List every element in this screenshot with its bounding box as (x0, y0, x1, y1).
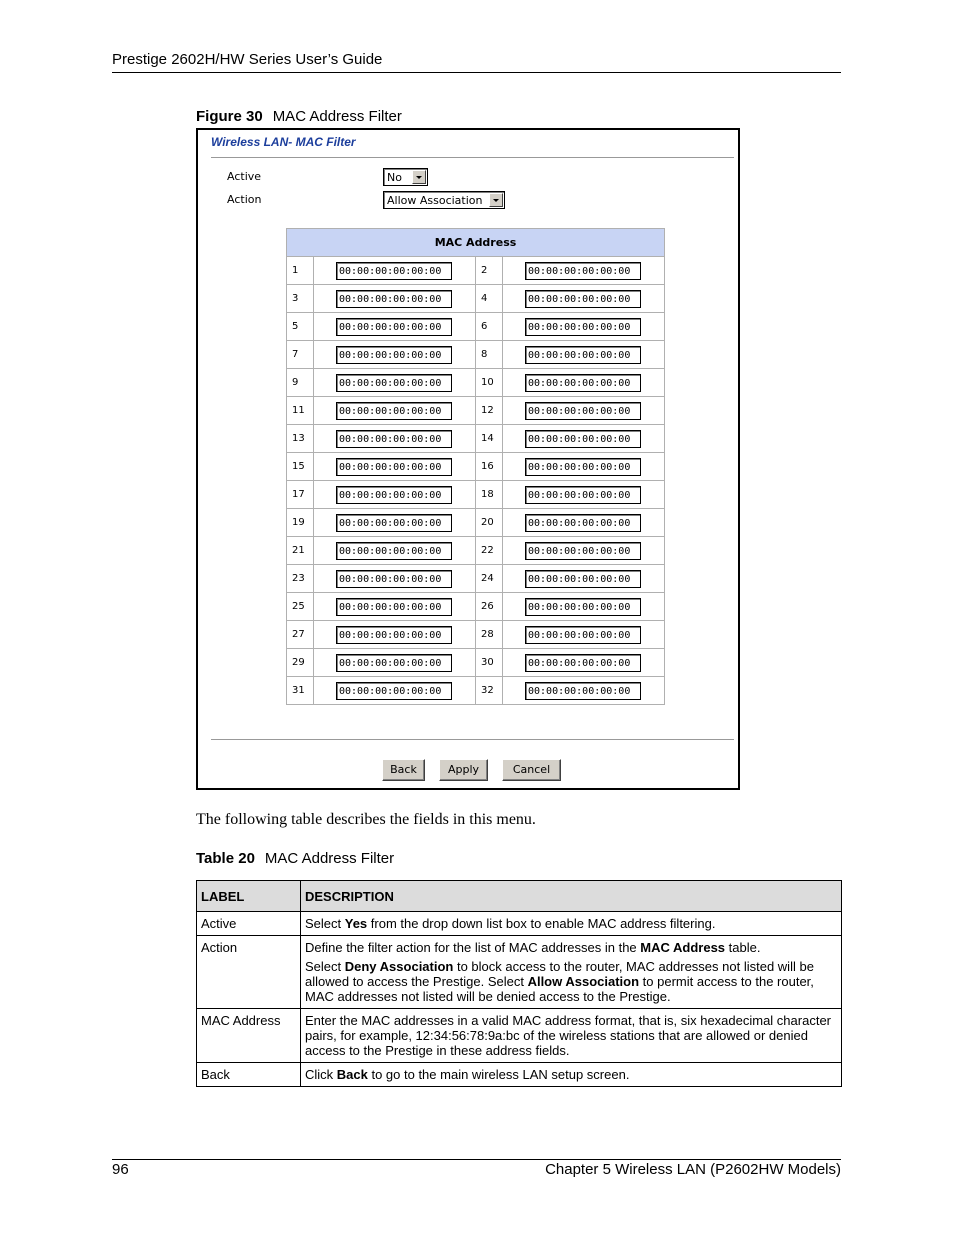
mac-address-input[interactable]: 00:00:00:00:00:00 (336, 262, 452, 280)
table-row (287, 425, 665, 453)
back-button[interactable]: Back (382, 759, 425, 781)
desc-bold: Back (336, 1067, 368, 1082)
mac-table-header: MAC Address (287, 229, 665, 257)
row-label: Back (197, 1063, 301, 1087)
table-row (287, 453, 665, 481)
mac-cell (314, 481, 476, 509)
table-title: MAC Address Filter (264, 850, 395, 867)
entry-number: 27 (287, 621, 314, 649)
intro-paragraph: The following table describes the fields in this menu. (196, 811, 536, 828)
panel-title-rule (211, 157, 734, 159)
mac-cell (503, 453, 665, 481)
table-row (287, 397, 665, 425)
desc-text: to block access to the router, MAC addresses not listed will be allowed to access the Prestige. Select (305, 959, 814, 989)
mac-cell (314, 313, 476, 341)
figure-label: Figure 30 (196, 108, 263, 125)
mac-address-input[interactable]: 00:00:00:00:00:00 (525, 346, 641, 364)
mac-cell (503, 369, 665, 397)
entry-number: 8 (476, 341, 503, 369)
table-row (287, 537, 665, 565)
button-bar-rule (211, 739, 734, 741)
mac-cell (314, 565, 476, 593)
running-header: Prestige 2602H/HW Series User’s Guide (112, 51, 383, 68)
table-row (197, 1063, 842, 1087)
entry-number: 6 (476, 313, 503, 341)
desc-bold: MAC Address (640, 940, 726, 955)
table-row (197, 912, 842, 936)
mac-cell (503, 341, 665, 369)
header-rule (112, 72, 841, 73)
action-select[interactable] (383, 191, 505, 209)
mac-cell (503, 313, 665, 341)
desc-paragraph (305, 940, 837, 955)
entry-number: 21 (287, 537, 314, 565)
table-label: Table 20 (196, 850, 255, 867)
entry-number: 29 (287, 649, 314, 677)
apply-button[interactable]: Apply (439, 759, 488, 781)
mac-cell (503, 677, 665, 705)
entry-number: 24 (476, 565, 503, 593)
mac-cell (314, 257, 476, 285)
cancel-button[interactable]: Cancel (502, 759, 561, 781)
mac-address-input[interactable]: 00:00:00:00:00:00 (336, 346, 452, 364)
mac-cell (314, 285, 476, 313)
mac-cell (314, 593, 476, 621)
table-row (287, 621, 665, 649)
entry-number: 31 (287, 677, 314, 705)
entry-number: 32 (476, 677, 503, 705)
table-row (287, 649, 665, 677)
mac-address-input[interactable]: 00:00:00:00:00:00 (525, 430, 641, 448)
table-row (287, 341, 665, 369)
mac-address-input[interactable]: 00:00:00:00:00:00 (336, 486, 452, 504)
mac-cell (314, 509, 476, 537)
desc-text: to permit access to the router, MAC addresses not listed will be denied access to the Prestige. (305, 974, 814, 1004)
entry-number: 22 (476, 537, 503, 565)
mac-cell (314, 537, 476, 565)
mac-cell (503, 649, 665, 677)
mac-cell (503, 537, 665, 565)
action-label: Action (227, 193, 262, 206)
table-row (197, 936, 842, 1009)
desc-text: Select (305, 916, 345, 931)
mac-address-input[interactable]: 00:00:00:00:00:00 (525, 682, 641, 700)
desc-text: Click (305, 1067, 337, 1082)
col-header-label: LABEL (197, 881, 301, 912)
action-select-value: Allow Association (387, 194, 483, 207)
entry-number: 30 (476, 649, 503, 677)
mac-address-input[interactable]: 00:00:00:00:00:00 (525, 626, 641, 644)
desc-bold: Allow Association (527, 974, 640, 989)
mac-cell (314, 453, 476, 481)
mac-address-input[interactable]: 00:00:00:00:00:00 (525, 654, 641, 672)
entry-number: 18 (476, 481, 503, 509)
desc-text: Select (305, 959, 345, 974)
chevron-down-icon[interactable] (412, 170, 426, 184)
table-row (287, 593, 665, 621)
mac-filter-screenshot (196, 128, 740, 790)
mac-address-input[interactable]: 00:00:00:00:00:00 (336, 542, 452, 560)
desc-text: to go to the main wireless LAN setup screen. (367, 1067, 630, 1082)
mac-address-input[interactable]: 00:00:00:00:00:00 (525, 402, 641, 420)
entry-number: 15 (287, 453, 314, 481)
mac-address-input[interactable]: 00:00:00:00:00:00 (336, 598, 452, 616)
mac-address-input[interactable]: 00:00:00:00:00:00 (525, 570, 641, 588)
chapter-title: Chapter 5 Wireless LAN (P2602HW Models) (545, 1161, 841, 1178)
entry-number: 7 (287, 341, 314, 369)
entry-number: 12 (476, 397, 503, 425)
mac-cell (503, 565, 665, 593)
mac-address-input[interactable]: 00:00:00:00:00:00 (525, 598, 641, 616)
mac-address-table (286, 228, 665, 705)
mac-address-input[interactable]: 00:00:00:00:00:00 (336, 374, 452, 392)
mac-address-input[interactable]: 00:00:00:00:00:00 (336, 430, 452, 448)
mac-cell (503, 257, 665, 285)
mac-address-input[interactable]: 00:00:00:00:00:00 (525, 318, 641, 336)
desc-text: table. (725, 940, 761, 955)
mac-cell (314, 621, 476, 649)
row-label: MAC Address (197, 1009, 301, 1063)
entry-number: 4 (476, 285, 503, 313)
mac-address-input[interactable]: 00:00:00:00:00:00 (336, 682, 452, 700)
entry-number: 14 (476, 425, 503, 453)
mac-cell (314, 397, 476, 425)
entry-number: 28 (476, 621, 503, 649)
row-description (301, 1063, 842, 1087)
mac-address-input[interactable]: 00:00:00:00:00:00 (525, 290, 641, 308)
mac-address-input[interactable]: 00:00:00:00:00:00 (336, 570, 452, 588)
table-header-row (197, 881, 842, 912)
mac-address-input[interactable]: 00:00:00:00:00:00 (336, 318, 452, 336)
desc-bold: Deny Association (344, 959, 454, 974)
entry-number: 2 (476, 257, 503, 285)
mac-cell (503, 593, 665, 621)
desc-text: from the drop down list box to enable MAC address filtering. (367, 916, 716, 931)
mac-address-input[interactable]: 00:00:00:00:00:00 (336, 514, 452, 532)
page-number: 96 (112, 1161, 129, 1178)
entry-number: 20 (476, 509, 503, 537)
footer-rule (112, 1159, 841, 1160)
entry-number: 1 (287, 257, 314, 285)
table-row (287, 369, 665, 397)
mac-cell (503, 425, 665, 453)
table-row (287, 481, 665, 509)
entry-number: 16 (476, 453, 503, 481)
table-row (287, 509, 665, 537)
figure-title: MAC Address Filter (272, 108, 402, 125)
entry-number: 25 (287, 593, 314, 621)
mac-address-input[interactable]: 00:00:00:00:00:00 (336, 402, 452, 420)
entry-number: 11 (287, 397, 314, 425)
entry-number: 19 (287, 509, 314, 537)
mac-cell (503, 621, 665, 649)
mac-address-input[interactable]: 00:00:00:00:00:00 (525, 542, 641, 560)
entry-number: 13 (287, 425, 314, 453)
chevron-down-icon[interactable] (489, 193, 503, 207)
table-caption (196, 850, 394, 867)
mac-address-input[interactable]: 00:00:00:00:00:00 (525, 262, 641, 280)
mac-cell (503, 397, 665, 425)
mac-cell (503, 481, 665, 509)
table-row (197, 1009, 842, 1063)
mac-cell (314, 649, 476, 677)
entry-number: 17 (287, 481, 314, 509)
entry-number: 5 (287, 313, 314, 341)
desc-text: Define the filter action for the list of MAC addresses in the (305, 940, 641, 955)
mac-cell (314, 341, 476, 369)
figure-caption (196, 108, 402, 125)
active-select-value: No (387, 171, 402, 184)
mac-address-input[interactable]: 00:00:00:00:00:00 (525, 514, 641, 532)
panel-title: Wireless LAN- MAC Filter (211, 135, 356, 149)
table-row (287, 313, 665, 341)
mac-cell (503, 509, 665, 537)
mac-cell (314, 425, 476, 453)
table-row (287, 257, 665, 285)
entry-number: 3 (287, 285, 314, 313)
table-row (287, 677, 665, 705)
entry-number: 23 (287, 565, 314, 593)
col-header-description: DESCRIPTION (301, 881, 842, 912)
row-label: Action (197, 936, 301, 1009)
mac-address-input[interactable]: 00:00:00:00:00:00 (336, 290, 452, 308)
active-select[interactable] (383, 168, 428, 186)
entry-number: 10 (476, 369, 503, 397)
mac-address-input[interactable]: 00:00:00:00:00:00 (336, 626, 452, 644)
desc-bold: Yes (344, 916, 368, 931)
desc-paragraph (305, 959, 837, 1004)
mac-address-input[interactable]: 00:00:00:00:00:00 (525, 458, 641, 476)
mac-cell (314, 677, 476, 705)
mac-address-input[interactable]: 00:00:00:00:00:00 (336, 654, 452, 672)
table-row (287, 285, 665, 313)
entry-number: 26 (476, 593, 503, 621)
row-label: Active (197, 912, 301, 936)
row-description: Enter the MAC addresses in a valid MAC address format, that is, six hexadecimal character pairs, for example, 12:34:56:78:9a:bc of the wireless stations that are allowed or denied access to the Prestige in these address fields. (301, 1009, 842, 1063)
table-row (287, 565, 665, 593)
row-description (301, 912, 842, 936)
entry-number: 9 (287, 369, 314, 397)
mac-address-input[interactable]: 00:00:00:00:00:00 (336, 458, 452, 476)
mac-cell (503, 285, 665, 313)
mac-address-input[interactable]: 00:00:00:00:00:00 (525, 374, 641, 392)
mac-cell (314, 369, 476, 397)
field-description-table (196, 880, 842, 1087)
mac-address-input[interactable]: 00:00:00:00:00:00 (525, 486, 641, 504)
row-description (301, 936, 842, 1009)
active-label: Active (227, 170, 262, 183)
